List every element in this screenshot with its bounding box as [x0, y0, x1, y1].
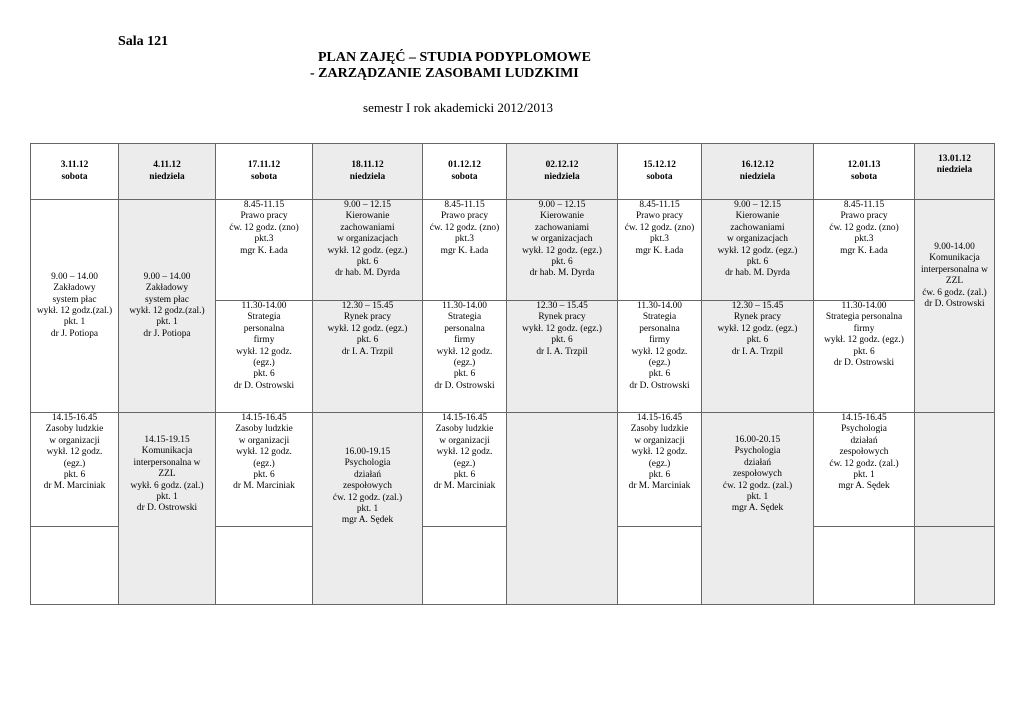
- schedule-row-morning: [31, 200, 995, 301]
- class-cell: 14.15-16.45 Zasoby ludzkie w organizacji wykł. 12 godz. (egz.) pkt. 6 dr M. Marciniak: [216, 413, 313, 527]
- class-cell: 14.15-16.45 Zasoby ludzkie w organizacji wykł. 12 godz. (egz.) pkt. 6 dr M. Marciniak: [618, 413, 702, 527]
- class-cell: 14.15-16.45 Zasoby ludzkie w organizacji wykł. 12 godz. (egz.) pkt. 6 dr M. Marciniak: [423, 413, 507, 527]
- class-cell: 11.30-14.00 Strategia personalna firmy wykł. 12 godz. (egz.) pkt. 6 dr D. Ostrowski: [618, 301, 702, 413]
- class-cell: 16.00-19.15 Psychologia działań zespołowych ćw. 12 godz. (zal.) pkt. 1 mgr A. Sędek: [313, 413, 423, 605]
- semester-info: semestr I rok akademicki 2012/2013: [363, 100, 553, 115]
- day-header: 18.11.12 niedziela: [313, 144, 423, 200]
- day-header: 01.12.12 sobota: [423, 144, 507, 200]
- class-cell: 16.00-20.15 Psychologia działań zespołowych ćw. 12 godz. (zal.) pkt. 1 mgr A. Sędek: [702, 413, 814, 605]
- class-cell: 11.30-14.00 Strategia personalna firmy wykł. 12 godz. (egz.) pkt. 6 dr D. Ostrowski: [814, 301, 915, 413]
- schedule-table: [30, 143, 995, 605]
- class-cell: 8.45-11.15 Prawo pracy ćw. 12 godz. (zno) pkt.3 mgr K. Łada: [423, 200, 507, 301]
- class-cell: 12.30 – 15.45 Rynek pracy wykł. 12 godz. (egz.) pkt. 6 dr I. A. Trzpil: [702, 301, 814, 413]
- day-header: 13.01.12 niedziela: [915, 144, 995, 200]
- empty-cell: [423, 527, 507, 605]
- day-header: 12.01.13 sobota: [814, 144, 915, 200]
- class-cell: 14.15-16.45 Zasoby ludzkie w organizacji wykł. 12 godz. (egz.) pkt. 6 dr M. Marciniak: [31, 413, 119, 527]
- class-cell: 9.00 – 14.00 Zakładowy system płac wykł. 12 godz.(zal.) pkt. 1 dr J. Potiopa: [119, 200, 216, 413]
- day-header: 15.12.12 sobota: [618, 144, 702, 200]
- day-header: 3.11.12 sobota: [31, 144, 119, 200]
- class-cell: 14.15-19.15 Komunikacja interpersonalna w ZZL wykł. 6 godz. (zal.) pkt. 1 dr D. Ostrowski: [119, 413, 216, 605]
- class-cell: 14.15-16.45 Psychologia działań zespołowych ćw. 12 godz. (zal.) pkt. 1 mgr A. Sędek: [814, 413, 915, 527]
- empty-cell: [507, 413, 618, 605]
- class-cell: 11.30-14.00 Strategia personalna firmy wykł. 12 godz. (egz.) pkt. 6 dr D. Ostrowski: [423, 301, 507, 413]
- day-header: 4.11.12 niedziela: [119, 144, 216, 200]
- day-header: 17.11.12 sobota: [216, 144, 313, 200]
- class-cell: 8.45-11.15 Prawo pracy ćw. 12 godz. (zno) pkt.3 mgr K. Łada: [618, 200, 702, 301]
- empty-cell: [915, 527, 995, 605]
- class-cell: 11.30-14.00 Strategia personalna firmy wykł. 12 godz. (egz.) pkt. 6 dr D. Ostrowski: [216, 301, 313, 413]
- class-cell: 8.45-11.15 Prawo pracy ćw. 12 godz. (zno) pkt.3 mgr K. Łada: [814, 200, 915, 301]
- empty-cell: [216, 527, 313, 605]
- room-label: Sala 121: [118, 34, 169, 49]
- day-header: 02.12.12 niedziela: [507, 144, 618, 200]
- class-cell: 9.00 – 14.00 Zakładowy system płac wykł. 12 godz.(zal.) pkt. 1 dr J. Potiopa: [31, 200, 119, 413]
- class-cell: 9.00 – 12.15 Kierowanie zachowaniami w organizacjach wykł. 12 godz. (egz.) pkt. 6 dr hab. M. Dyrda: [313, 200, 423, 301]
- class-cell: 12.30 – 15.45 Rynek pracy wykł. 12 godz. (egz.) pkt. 6 dr I. A. Trzpil: [313, 301, 423, 413]
- empty-cell: [618, 527, 702, 605]
- header-row: [31, 144, 995, 200]
- empty-cell: [814, 527, 915, 605]
- empty-cell: [915, 413, 995, 527]
- empty-cell: [31, 527, 119, 605]
- schedule-row-afternoon: [31, 413, 995, 527]
- class-cell: 12.30 – 15.45 Rynek pracy wykł. 12 godz. (egz.) pkt. 6 dr I. A. Trzpil: [507, 301, 618, 413]
- class-cell: 9.00 – 12.15 Kierowanie zachowaniami w organizacjach wykł. 12 godz. (egz.) pkt. 6 dr hab. M. Dyrda: [507, 200, 618, 301]
- program-title: - ZARZĄDZANIE ZASOBAMI LUDZKIMI: [310, 66, 579, 81]
- plan-title: PLAN ZAJĘĆ – STUDIA PODYPLOMOWE: [318, 50, 592, 65]
- class-cell: 8.45-11.15 Prawo pracy ćw. 12 godz. (zno) pkt.3 mgr K. Łada: [216, 200, 313, 301]
- class-cell: 9.00 – 12.15 Kierowanie zachowaniami w organizacjach wykł. 12 godz. (egz.) pkt. 6 dr hab. M. Dyrda: [702, 200, 814, 301]
- day-header: 16.12.12 niedziela: [702, 144, 814, 200]
- class-cell: 9.00-14.00 Komunikacja interpersonalna w ZZL ćw. 6 godz. (zal.) dr D. Ostrowski: [915, 200, 995, 413]
